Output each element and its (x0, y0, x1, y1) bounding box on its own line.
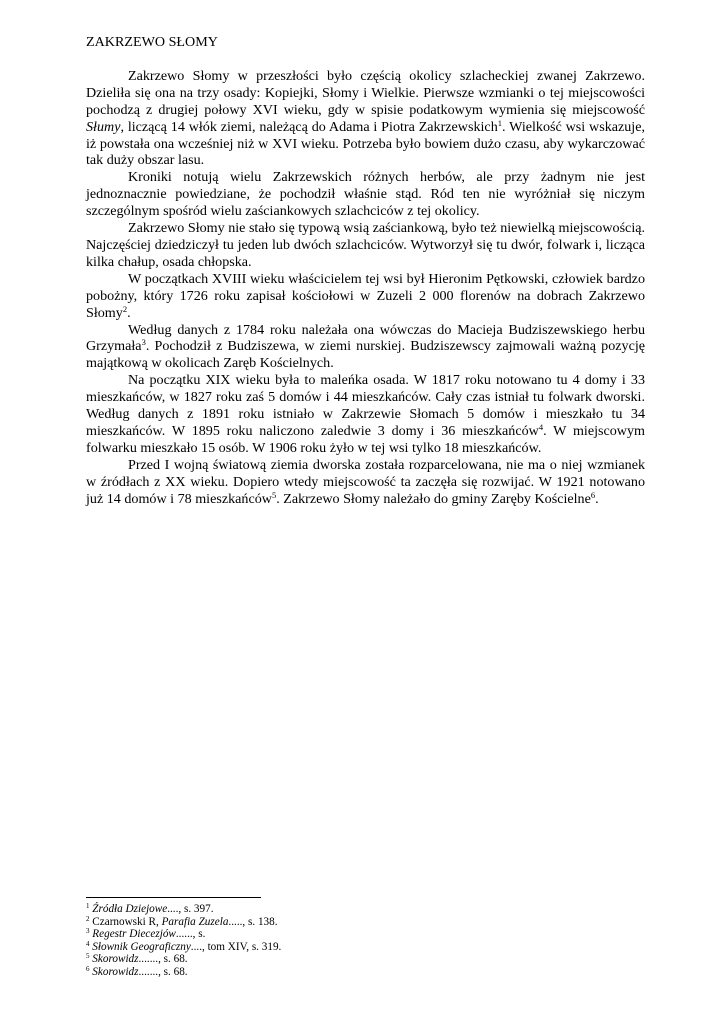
paragraph-7 (86, 457, 645, 508)
footnote-reference: 4 (538, 421, 544, 432)
footnote-number: 5 (86, 952, 90, 961)
italic-text: Słumy (86, 118, 121, 135)
text-run: . Wielkość wsi wskazuje, iż powstała ona wcześniej niż w XVI wieku. Potrzeba było bowiem dużo czasu, aby wykarczować tak duży obszar lasu. (86, 118, 645, 169)
text-run: Przed I wojną światową ziemia dworska została rozparcelowana, nie ma o niej wzmianek w źródłach z XX wieku. Dopiero wtedy miejscowość ta zaczęła się rozwijać. W 1921 notowano już 14 domów i 78 mieszkańców (86, 456, 645, 507)
text-run: ...., tom XIV, s. 319. (190, 940, 282, 953)
text-run: ......, s. (175, 928, 206, 941)
text-run: ...., s. 397. (167, 903, 214, 915)
footnote-number: 1 (86, 902, 90, 910)
text-run: Zakrzewo Słomy w przeszłości było częścią okolicy szlacheckiej zwanej Zakrzewo. Dzieliła się ona na trzy osady: Kopiejki, Słomy i Wielkie. Pierwsze wzmianki o tej miejscowości pochodzą z drugiej połowy XVI wieku, gdy w spisie podatkowym wymienia się miejscowość (86, 67, 645, 118)
paragraph-5 (86, 322, 645, 373)
text-run: , liczącą 14 włók ziemi, należącą do Adama i Piotra Zakrzewskich (120, 118, 498, 135)
text-run: . (127, 304, 131, 321)
text-run: ......., s. 68. (138, 965, 188, 978)
footnote-reference: 2 (122, 303, 128, 314)
paragraph-1 (86, 68, 645, 169)
text-run: Na początku XIX wieku była to maleńka osada. W 1817 roku notowano tu 4 domy i 33 mieszkańców, w 1827 roku zaś 5 domów i 44 mieszkańców. Cały czas istniał tu folwark dworski. Według danych z 1891 roku istniało w Zakrzewie Słomach 5 domów i mieszkało tu 34 mieszkańców. W 1895 roku naliczono zaledwie 3 domy i 36 mieszkańców (86, 372, 645, 439)
italic-text: Źródła Dziejowe (92, 903, 168, 915)
text-run: Zakrzewo Słomy nie stało się typową wsią zaściankową, było też niewielką miejscowością. Najczęściej dziedziczył tu jeden lub dwóch szlachciców. Wytworzył się tu dwór, folwark i, licząca kilka chałup, osada chłopska. (86, 220, 646, 270)
document-title: ZAKRZEWO SŁOMY (86, 34, 218, 50)
footnote-reference: 3 (141, 337, 146, 348)
text-run: ......., s. 68. (138, 953, 188, 966)
footnote-number: 4 (86, 939, 90, 948)
footnote-reference: 6 (590, 489, 596, 500)
text-run: Kroniki notują wielu Zakrzewskich różnych herbów, ale przy żadnym nie jest jednoznacznie powiedziane, że pochodził właśnie stąd. Ród ten nie wyróżniał się niczym szczególnym spośród wielu zaściankowych szlachciców z tej okolicy. (86, 169, 645, 220)
footnote-1 (86, 903, 386, 916)
text-run: . Zakrzewo Słomy należało do gminy Zaręby Kościelne (276, 490, 591, 507)
paragraph-3 (86, 220, 645, 271)
italic-text: Parafia Zuzela (161, 915, 229, 928)
footnote-reference: 1 (497, 117, 502, 128)
italic-text: Skorowidz (92, 953, 139, 966)
footnote-5 (86, 953, 386, 966)
footnote-3 (86, 928, 386, 941)
footnotes-section (86, 897, 386, 979)
footnote-reference: 5 (271, 489, 277, 500)
footnote-6 (86, 966, 386, 979)
footnote-list (86, 903, 386, 979)
text-run: W początkach XVIII wieku właścicielem tej wsi był Hieronim Pętkowski, człowiek bardzo pobożny, który 1726 roku zapisał kościołowi w Zuzeli 2 000 florenów na dobrach Zakrzewo Słomy (86, 270, 645, 321)
italic-text: Słownik Geograficzny (92, 940, 191, 953)
footnote-separator (86, 897, 261, 898)
footnote-4 (86, 941, 386, 954)
footnote-number: 2 (86, 914, 90, 923)
document-page (86, 34, 645, 507)
italic-text: Skorowidz (92, 965, 139, 978)
paragraph-4 (86, 271, 645, 322)
paragraph-6 (86, 372, 645, 457)
text-run: Czarnowski R, (92, 915, 162, 928)
footnote-number: 3 (86, 927, 90, 936)
text-run: . (595, 490, 599, 507)
body-text (86, 68, 645, 508)
italic-text: Regestr Diecezjów (92, 928, 176, 941)
text-run: ....., s. 138. (228, 915, 278, 928)
footnote-number: 6 (86, 964, 90, 973)
paragraph-2 (86, 169, 645, 220)
text-run: . W miejscowym folwarku mieszkało 15 osób. W 1906 roku żyło w tej wsi tylko 18 mieszkańców. (86, 422, 645, 456)
text-run: Według danych z 1784 roku należała ona wówczas do Macieja Budziszewskiego herbu Grzymała (86, 321, 645, 355)
text-run: . Pochodził z Budziszewa, w ziemi nurskiej. Budziszewscy zajmowali ważną pozycję majątkową w okolicach Zaręb Kościelnych. (86, 338, 645, 372)
footnote-2 (86, 916, 386, 929)
